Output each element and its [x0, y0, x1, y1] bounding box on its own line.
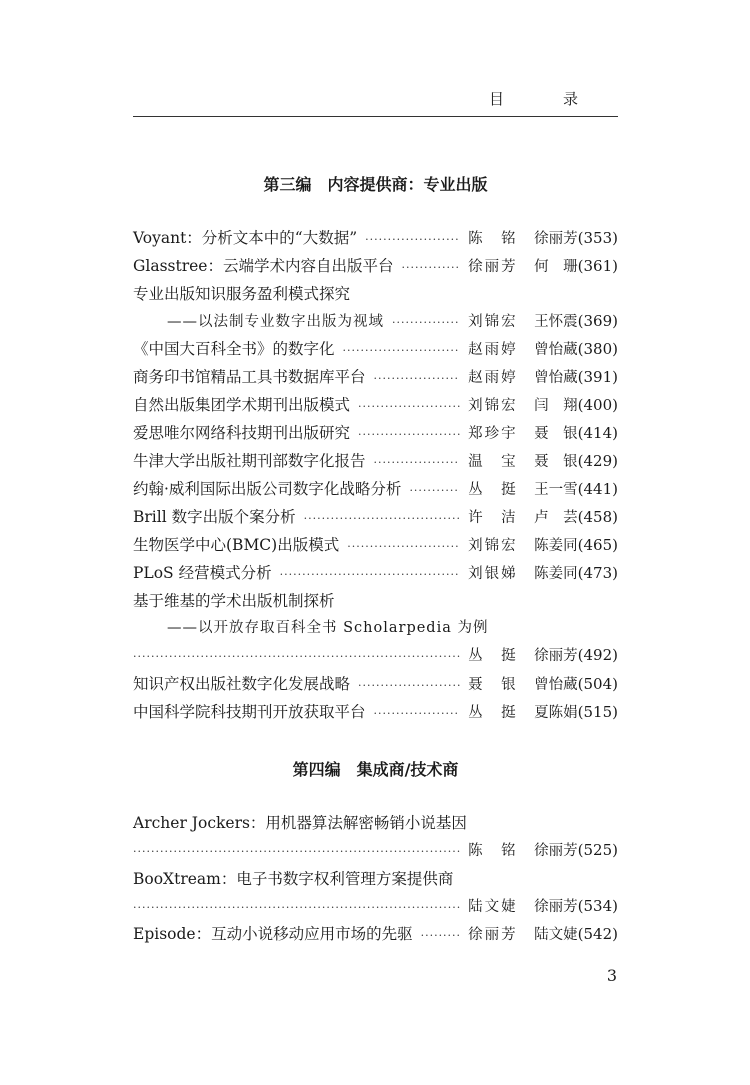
toc-entry[interactable]: [133, 421, 618, 447]
entry-author: 刘锦宏: [468, 314, 518, 330]
entry-title: 约翰·威利国际出版公司数字化战略分析: [133, 480, 402, 498]
toc-entry[interactable]: [133, 310, 618, 336]
entry-title: PLoS 经营模式分析: [133, 564, 272, 582]
entry-page: (525): [577, 841, 618, 859]
entry-author: 徐丽芳: [534, 899, 578, 915]
entry-page: (504): [577, 675, 618, 693]
header-divider: [133, 116, 618, 117]
entry-page: (515): [577, 703, 618, 721]
leader-dots: [374, 372, 461, 385]
leader-dots: [358, 400, 460, 413]
toc-entry[interactable]: [133, 449, 618, 475]
toc-entry[interactable]: [133, 895, 618, 921]
toc-entry[interactable]: [133, 589, 618, 615]
entry-author: 丛 挺: [468, 482, 518, 498]
entry-page: (380): [577, 340, 618, 358]
entry-page: (473): [577, 564, 618, 582]
entry-author: 赵雨婷: [468, 370, 518, 386]
toc-entry[interactable]: [133, 337, 618, 363]
entry-page: (369): [577, 312, 618, 330]
entry-author: 陈姜同: [534, 566, 578, 582]
leader-dots: [365, 233, 460, 246]
entry-title: 基于维基的学术出版机制探析: [133, 592, 335, 610]
entry-author: 丛 挺: [468, 705, 518, 721]
entry-title: 牛津大学出版社期刊部数字化报告: [133, 452, 366, 470]
section-title-4: 第四编 集成商/技术商: [292, 760, 459, 779]
entry-page: (391): [577, 368, 618, 386]
entry-page: (542): [577, 925, 618, 943]
entry-title: Voyant：分析文本中的“大数据”: [133, 229, 358, 247]
leader-dots: [347, 540, 460, 553]
entry-title: BooXtream：电子书数字权利管理方案提供商: [133, 870, 454, 888]
toc-entry[interactable]: [133, 505, 618, 531]
entry-author: 徐丽芳: [534, 648, 578, 664]
entry-author: 丛 挺: [468, 648, 518, 664]
entry-title: 爱思唯尔网络科技期刊出版研究: [133, 424, 351, 442]
toc-entry[interactable]: [133, 867, 618, 893]
entry-author: 陈 铭: [468, 231, 518, 247]
entry-author: 陆文婕: [534, 927, 578, 943]
entry-author: 闫 翔: [534, 398, 578, 414]
leader-dots: [401, 261, 460, 274]
entry-author: 聂 银: [534, 426, 578, 442]
entry-author: 聂 银: [468, 677, 518, 693]
toc-entry[interactable]: [133, 616, 618, 642]
entry-page: (492): [577, 646, 618, 664]
leader-dots: [343, 344, 461, 357]
entry-title: 中国科学院科技期刊开放获取平台: [133, 703, 366, 721]
entry-author: 曾怡蔵: [534, 342, 578, 358]
entry-title: 自然出版集团学术期刊出版模式: [133, 396, 351, 414]
entry-author: 刘银娣: [468, 566, 518, 582]
leader-dots: [421, 929, 461, 942]
entry-author: 王一雪: [534, 482, 578, 498]
entry-author: 陈姜同: [534, 538, 578, 554]
entry-author: 刘锦宏: [468, 398, 518, 414]
entry-title: Glasstree：云端学术内容自出版平台: [133, 257, 394, 275]
entry-author: 徐丽芳: [468, 259, 518, 275]
toc-entry[interactable]: [133, 672, 618, 698]
toc-entry[interactable]: [133, 811, 618, 837]
entry-page: (414): [577, 424, 618, 442]
leader-dots: [392, 316, 460, 329]
entry-author: 陈 铭: [468, 843, 518, 859]
entry-title: 《中国大百科全书》的数字化: [133, 340, 335, 358]
section-title-3: 第三编 内容提供商：专业出版: [263, 175, 488, 194]
toc-entry[interactable]: [133, 700, 618, 726]
entry-author: 赵雨婷: [468, 342, 518, 358]
entry-page: (400): [577, 396, 618, 414]
toc-entry[interactable]: [133, 226, 618, 252]
entry-title: 生物医学中心(BMC)出版模式: [133, 536, 340, 554]
entry-title: Episode：互动小说移动应用市场的先驱: [133, 925, 413, 943]
entry-title: Archer Jockers：用机器算法解密畅销小说基因: [133, 814, 467, 832]
toc-entry[interactable]: [133, 839, 618, 865]
entry-subtitle: ——以法制专业数字出版为视域: [167, 314, 384, 330]
entry-author: 徐丽芳: [534, 231, 578, 247]
entry-author: 聂 银: [534, 454, 578, 470]
entry-author: 许 洁: [468, 510, 518, 526]
toc-entry[interactable]: [133, 477, 618, 503]
entry-page: (429): [577, 452, 618, 470]
entry-page: (534): [577, 897, 618, 915]
leader-dots: [133, 845, 460, 858]
leader-dots: [133, 901, 460, 914]
entry-author: 何 珊: [534, 259, 578, 275]
entry-author: 夏陈娟: [534, 705, 578, 721]
toc-entry[interactable]: [133, 365, 618, 391]
toc-entry[interactable]: [133, 561, 618, 587]
toc-entry[interactable]: [133, 922, 618, 948]
page-number: 3: [606, 966, 617, 985]
toc-entry[interactable]: [133, 254, 618, 280]
entry-author: 徐丽芳: [468, 927, 518, 943]
entry-author: 曾怡蔵: [534, 677, 578, 693]
entry-page: (353): [577, 229, 618, 247]
toc-entry[interactable]: [133, 282, 618, 308]
entry-author: 温 宝: [468, 454, 518, 470]
leader-dots: [358, 679, 460, 692]
entry-author: 卢 芸: [534, 510, 578, 526]
leader-dots: [409, 484, 460, 497]
entry-subtitle: ——以开放存取百科全书 Scholarpedia 为例: [167, 620, 489, 636]
toc-entry[interactable]: [133, 393, 618, 419]
entry-page: (458): [577, 508, 618, 526]
running-header: 目 录: [488, 90, 600, 108]
leader-dots: [374, 456, 461, 469]
entry-title: 专业出版知识服务盈利模式探究: [133, 285, 351, 303]
entry-author: 曾怡蔵: [534, 370, 578, 386]
entry-author: 王怀震: [534, 314, 578, 330]
entry-author: 郑珍宇: [468, 426, 518, 442]
leader-dots: [374, 707, 461, 720]
entry-author: 徐丽芳: [534, 843, 578, 859]
leader-dots: [280, 568, 461, 581]
entry-author: 刘锦宏: [468, 538, 518, 554]
entry-author: 陆文婕: [468, 899, 518, 915]
entry-title: 知识产权出版社数字化发展战略: [133, 675, 351, 693]
leader-dots: [304, 512, 461, 525]
leader-dots: [133, 650, 460, 663]
entry-page: (465): [577, 536, 618, 554]
leader-dots: [358, 428, 460, 441]
toc-entry[interactable]: [133, 644, 618, 670]
entry-page: (441): [577, 480, 618, 498]
entry-title: Brill 数字出版个案分析: [133, 508, 296, 526]
toc-entry[interactable]: [133, 533, 618, 559]
entry-title: 商务印书馆精品工具书数据库平台: [133, 368, 366, 386]
entry-page: (361): [577, 257, 618, 275]
